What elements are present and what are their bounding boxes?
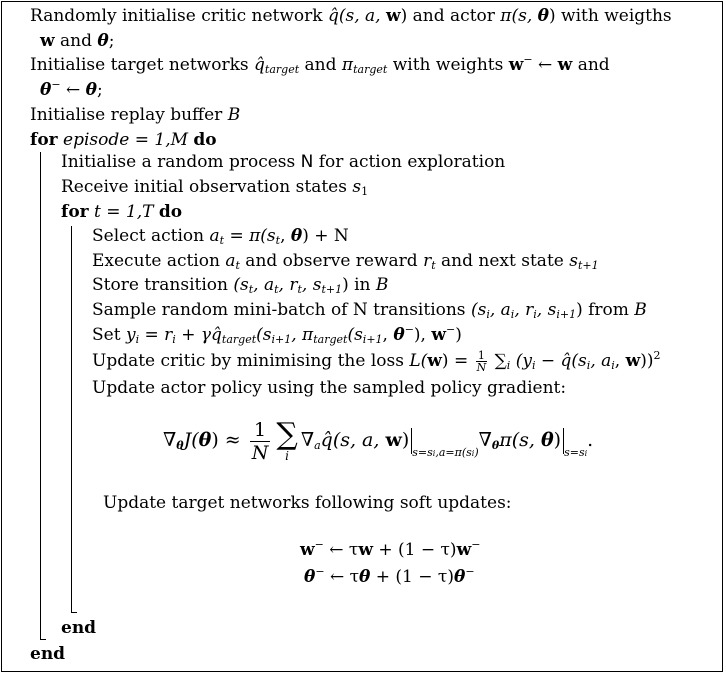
algo-line-sample-batch: Sample random mini-batch of N transitions ($s_i$, $a_i$, $r_i$, $s_{i+1}$) from B [92,300,647,321]
gradient-fraction: $\frac{1}{N}$ [251,418,269,464]
gradient-sum: ∑ i [276,417,298,463]
outer-loop-bar [40,152,41,640]
algo-line-store-transition: Store transition ($s_t$, $a_t$, $r_t$, $s_{t+1}$) in B [92,275,389,296]
algo-line-select-action: Select action $a_t = \pi(s_t$, θ) + N [92,226,349,247]
algo-line-init-networks: Randomly initialise critic network q̂(s, a, w) and actor π(s, θ) with weigths [30,6,672,26]
algo-line-replay-buffer: Initialise replay buffer B [30,105,241,125]
algo-line-execute-action: Execute action $a_t$ and observe reward $r_t$ and next state $s_{t+1}$ [92,251,599,272]
inner-loop-tick [71,612,77,613]
algo-end-inner: end [61,618,97,638]
inner-loop-bar [71,226,72,613]
algo-line-weights: w and θ; [40,31,115,51]
algo-line-update-critic: Update critic by minimising the loss L(w) = $\frac{1}{N}$ $\sum_i$ ($y_i$ − $q̂(s_i$, $a_i$, w))$^2$ [92,349,661,374]
algo-line-random-process: Initialise a random process N for action exploration [61,152,506,172]
algo-line-initial-obs: Receive initial observation states $s_1$ [61,177,369,198]
loss-fraction: $\frac{1}{N}$ [476,349,487,374]
algo-line-set-target: Set $y_i = r_i$ + $\gamma q̂_{target}(s_{i+1}$, $\pi_{target}(s_{i+1}$, θ−), w−) [92,323,462,346]
outer-loop-tick [40,639,46,640]
algo-line-soft-updates: Update target networks following soft updates: [103,493,512,513]
algo-line-for-t: for t = 1,T do [61,202,183,222]
policy-gradient-equation: $\nabla_\theta J(\theta)$ ≈ $\frac{1}{N}$ ∑ i $\nabla_aq̂(s$, a, $w)_{s=si,a=\pi(si)}\nabla_\theta\pi(s$, $\theta)_{s=si}$. [163,417,594,464]
algo-line-theta-target: θ− ← θ; [40,78,103,100]
algo-line-init-targets: Initialise target networks $q̂_{target}$ and $\pi_{target}$ with weights w− ← w and [30,53,610,76]
algo-line-update-actor: Update actor policy using the sampled policy gradient: [92,378,567,398]
algo-end-outer: end [30,644,66,664]
theta-soft-update-equation: θ− ← τθ + (1 − τ)θ− [304,565,475,587]
weights-soft-update-equation: w− ← τw + (1 − τ)w− [300,538,481,560]
algo-line-for-episode: for episode = 1,M do [30,130,217,150]
